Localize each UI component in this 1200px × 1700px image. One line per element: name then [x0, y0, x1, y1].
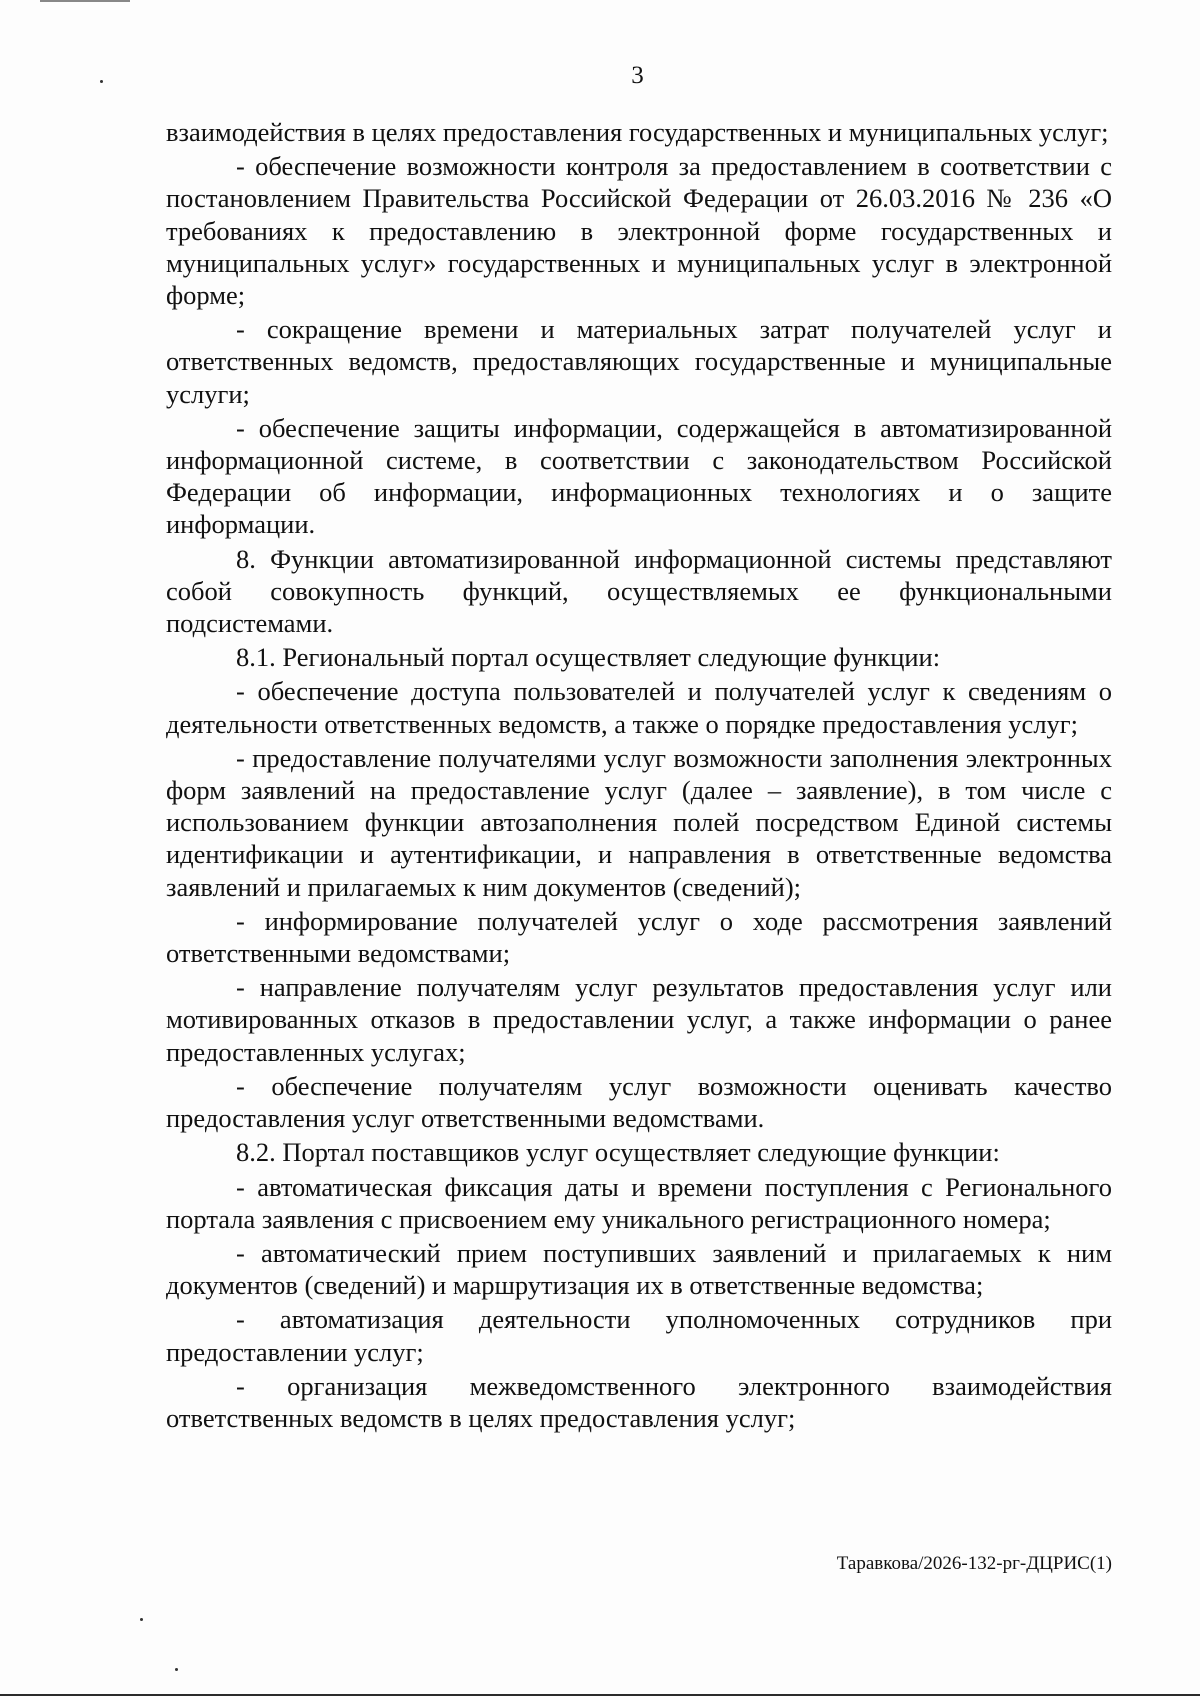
paragraph: - автоматическая фиксация даты и времени поступления с Регионального портала заявления с присвоением ему уникального регистрационного номера; — [166, 1171, 1112, 1234]
paragraph-section-8-1: 8.1. Региональный портал осуществляет следующие функции: — [236, 642, 941, 673]
paragraph: - направление получателям услуг результатов предоставления услуг или мотивированных отказов в предоставлении услуг, а также информации о ранее предоставленных услугах; — [166, 972, 1112, 1067]
paragraph: - сокращение времени и материальных затрат получателей услуг и ответственных ведомств, предоставляющих государственные и муниципальные услуги; — [166, 314, 1112, 409]
paragraph: - предоставление получателями услуг возможности заполнения электронных форм заявлений на предоставление услуг (далее – заявление), в том числе с использованием функции автозаполнения полей посредством Единой системы идентификации и аутентификации, и направления в ответственные ведомства заявлений и прилагаемых к ним документов (сведений); — [166, 742, 1112, 902]
scan-speck — [140, 1618, 143, 1621]
paragraph: - автоматизация деятельности уполномоченных сотрудников при предоставлении услуг; — [166, 1304, 1112, 1367]
scan-edge-line — [0, 1694, 1200, 1696]
scan-speck — [175, 1668, 178, 1671]
document-code-footer: Таравкова/2026-132-рг-ДЦРИС(1) — [836, 1553, 1112, 1574]
document-body — [166, 116, 1112, 1436]
paragraph: - автоматический прием поступивших заявлений и прилагаемых к ним документов (сведений) и маршрутизация их в ответственные ведомства; — [166, 1237, 1112, 1301]
paragraph: - организация межведомственного электронного взаимодействия ответственных ведомств в целях предоставления услуг; — [166, 1370, 1112, 1433]
paragraph-continuation: взаимодействия в целях предоставления государственных и муниципальных услуг; — [166, 117, 1109, 147]
paragraph: - обеспечение возможности контроля за предоставлением в соответствии с постановлением Правительства Российской Федерации от 26.03.2016 № 236 «О требованиях к предоставлению в электронной форме государственных и муниципальных услуг» государственных и муниципальных услуг в электронной форме; — [166, 151, 1112, 311]
paragraph: - обеспечение защиты информации, содержащейся в автоматизированной информационной системе, в соответствии с законодательством Российской Федерации об информации, информационных технологиях и о защите информации. — [166, 412, 1112, 540]
paragraph: - информирование получателей услуг о ходе рассмотрения заявлений ответственными ведомствами; — [166, 905, 1112, 969]
paragraph-section-8: 8. Функции автоматизированной информационной системы представляют собой совокупность функций, осуществляемых ее функциональными подсистемами. — [166, 543, 1112, 639]
page-number: 3 — [631, 62, 644, 89]
paragraph-section-8-2: 8.2. Портал поставщиков услуг осуществляет следующие функции: — [236, 1137, 1000, 1168]
paragraph: - обеспечение доступа пользователей и получателей услуг к сведениям о деятельности ответственных ведомств, а также о порядке предоставления услуг; — [166, 676, 1112, 739]
scan-artifact-top — [40, 0, 130, 2]
paragraph: - обеспечение получателям услуг возможности оценивать качество предоставления услуг ответственными ведомствами. — [166, 1070, 1112, 1134]
